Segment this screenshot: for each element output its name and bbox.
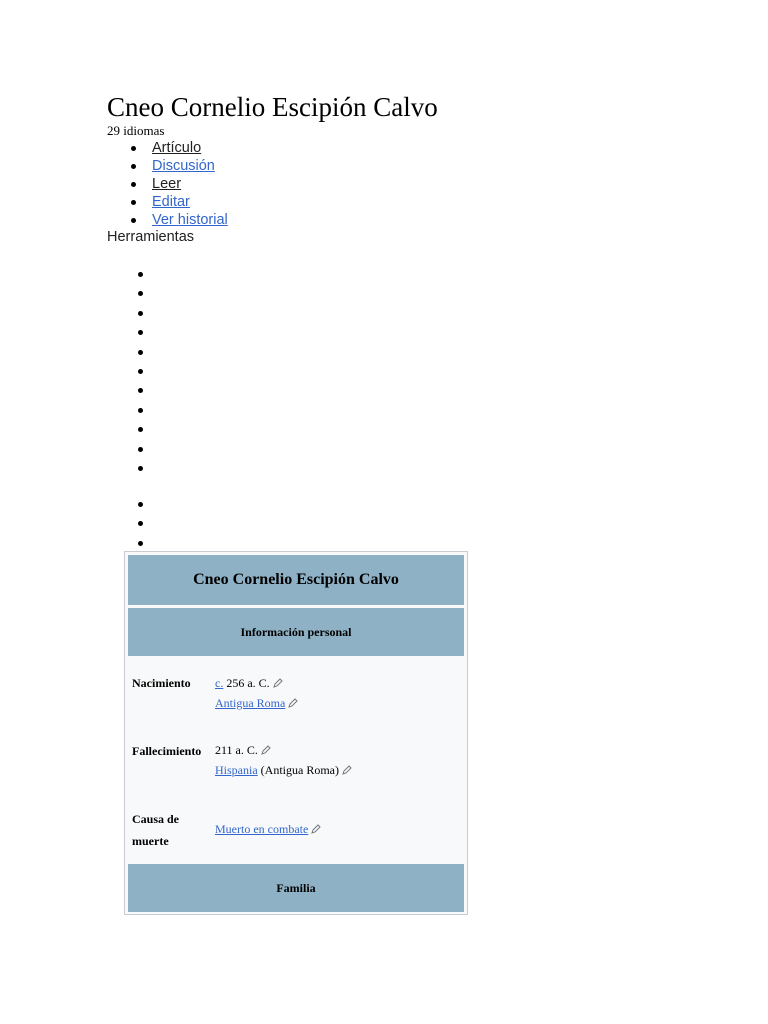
- nav-item-discussion: [107, 157, 228, 175]
- tools-menu-label[interactable]: Herramientas: [107, 229, 195, 245]
- birth-value: [215, 673, 298, 713]
- death-place-line: [215, 760, 352, 780]
- cause-label: Causa de muerte: [132, 812, 180, 848]
- nav-item-article: [107, 139, 228, 157]
- birth-date: 256 a. C.: [223, 676, 270, 690]
- death-place-link[interactable]: Hispania: [215, 763, 258, 777]
- languages-button[interactable]: 29 idiomas: [107, 123, 165, 138]
- death-value: [215, 740, 352, 780]
- birth-place-link[interactable]: Antigua Roma: [215, 696, 286, 710]
- death-label: Fallecimiento: [132, 744, 202, 758]
- nav-item-edit: [107, 193, 228, 211]
- death-place-extra: (Antigua Roma): [257, 763, 339, 777]
- infobox-section-personal: Información personal: [128, 608, 464, 656]
- tab-article[interactable]: Artículo: [152, 140, 202, 156]
- page-actions-list: [107, 139, 228, 229]
- pencil-icon[interactable]: [288, 698, 298, 708]
- infobox-title: Cneo Cornelio Escipión Calvo: [128, 555, 464, 605]
- pencil-icon[interactable]: [261, 745, 271, 755]
- tab-read[interactable]: Leer: [152, 176, 182, 192]
- birth-label: Nacimiento: [132, 676, 191, 690]
- tab-edit[interactable]: Editar: [152, 194, 190, 210]
- cause-value: [215, 819, 321, 839]
- birth-place-line: [215, 693, 298, 713]
- page-title: Cneo Cornelio Escipión Calvo: [107, 92, 438, 122]
- death-date-line: [215, 740, 352, 760]
- nav-item-history: [107, 211, 228, 229]
- pencil-icon[interactable]: [273, 678, 283, 688]
- tab-discussion[interactable]: Discusión: [152, 158, 215, 174]
- pencil-icon[interactable]: [311, 824, 321, 834]
- infobox-section-family: Familia: [128, 864, 464, 912]
- circa-link[interactable]: c.: [215, 676, 224, 690]
- birth-date-line: [215, 673, 298, 693]
- nav-item-read: [107, 175, 228, 193]
- cause-link[interactable]: Muerto en combate: [215, 822, 309, 836]
- pencil-icon[interactable]: [342, 765, 352, 775]
- death-date: 211 a. C.: [215, 743, 258, 757]
- infobox: [124, 551, 468, 915]
- tab-history[interactable]: Ver historial: [152, 212, 228, 228]
